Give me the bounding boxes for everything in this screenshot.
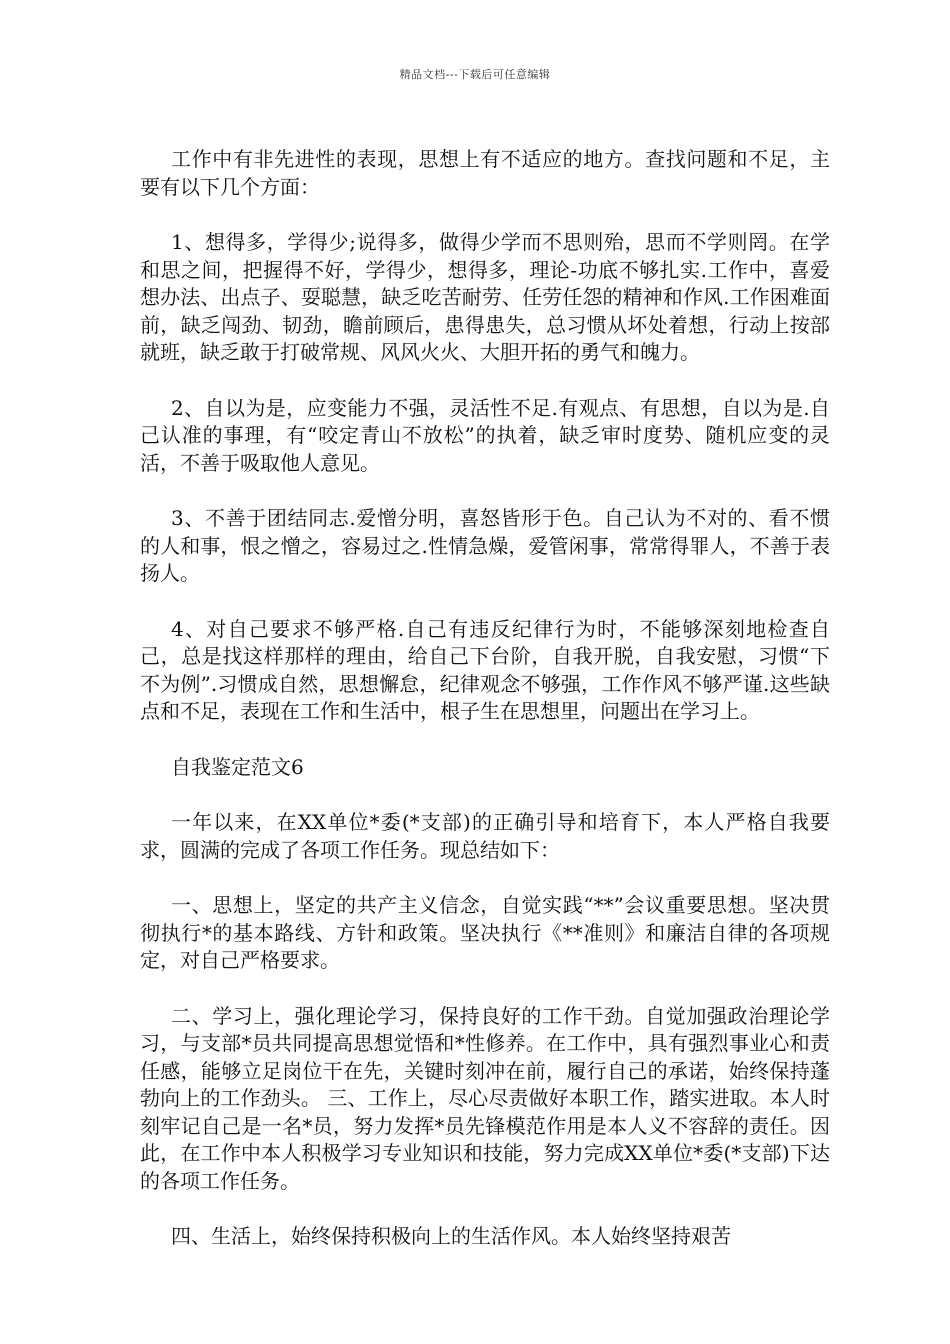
paragraph-study-work: 二、学习上，强化理论学习，保持良好的工作干劲。自觉加强政治理论学习，与支部*员共同提高思想觉悟和*性修养。在工作中，具有强烈事业心和责任感，能够立足岗位干在先，关键时刻冲在前，履行自己的承诺，始终保持蓬勃向上的工作劲头。 三、工作上，尽心尽责做好本职工作，踏实进取。本人时刻牢记自己是一名*员，努力发挥*员先锋模范作用是本人义不容辞的责任。因此，在工作中本人积极学习专业知识和技能，努力完成XX单位*委(*支部)下达的各项工作任务。: [140, 1003, 830, 1193]
paragraph-point-2: 2、自以为是，应变能力不强，灵活性不足.有观点、有思想，自以为是.自己认准的事理，有“咬定青山不放松”的执着，缺乏审时度势、随机应变的灵活，不善于吸取他人意见。: [140, 395, 830, 475]
paragraph-point-1: 1、想得多，学得少;说得多，做得少学而不思则殆，思而不学则罔。在学和思之间，把握得不好，学得少，想得多，理论-功底不够扎实.工作中，喜爱想办法、出点子、耍聪慧，缺乏吃苦耐劳、任劳任怨的精神和作风.工作困难面前，缺乏闯劲、韧劲，瞻前顾后，患得患失，总习惯从坏处着想，行动上按部就班，缺乏敢于打破常规、风风火火、大胆开拓的勇气和魄力。: [140, 230, 830, 364]
page-header: 精品文档---下载后可任意编辑: [399, 68, 551, 81]
paragraph-life: 四、生活上，始终保持积极向上的生活作风。本人始终坚持艰苦: [171, 1224, 731, 1248]
paragraph-point-4: 4、对自己要求不够严格.自己有违反纪律行为时，不能够深刻地检查自己，总是找这样那样的理由，给自己下台阶，自我开脱，自我安慰，习惯“下不为例”.习惯成自然，思想懈怠，纪律观念不够强，工作作风不够严谨.这些缺点和不足，表现在工作和生活中，根子生在思想里，问题出在学习上。: [140, 616, 830, 723]
paragraph-point-3: 3、不善于团结同志.爱憎分明，喜怒皆形于色。自己认为不对的、看不惯的人和事，恨之憎之，容易过之.性情急燥，爱管闲事，常常得罪人，不善于表扬人。: [140, 506, 830, 585]
document-body: [140, 146, 830, 1279]
paragraph-intro: 工作中有非先进性的表现，思想上有不适应的地方。查找问题和不足，主要有以下几个方面：: [140, 147, 830, 199]
section-heading: 自我鉴定范文6: [171, 754, 304, 779]
paragraph-summary-intro: 一年以来，在XX单位*委(*支部)的正确引导和培育下，本人严格自我要求，圆满的完成了各项工作任务。现总结如下：: [140, 810, 830, 862]
paragraph-thought: 一、思想上，坚定的共产主义信念，自觉实践“**”会议重要思想。坚决贯彻执行*的基本路线、方针和政策。坚决执行《**准则》和廉洁自律的各项规定，对自己严格要求。: [140, 893, 830, 972]
